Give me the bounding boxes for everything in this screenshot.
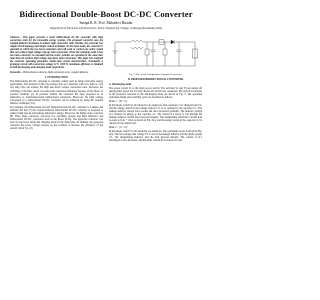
mode-1-heading: Mode 1 : [t0 ~ t1] (109, 99, 128, 103)
discharging-mode-heading: A. Discharging mode (109, 82, 132, 86)
switch-s3 (163, 49, 167, 55)
introduction-paragraph-1: The bidirectional DC-DC converter is currently widely used in many renewable energy applications. The batteries in the low-voltage side are connected with very high or very low duty ratio can achieve the high step-down voltage conversion ratio. However, the switching or the filter circuit can reduce the conversion efficiency because of the effects of parasitic elements [2]. In previous studies, the converter has been proposed as an alternative to transformer-based bidirectional converters. Moreover, the high voltage conversion of a bidirectional DC-DC converter can be achieved by using the coupled inductor technique [3-6]. (10, 80, 103, 105)
mode-2-heading: Mode 2 : [t1 ~ t2] (109, 126, 128, 130)
introduction-heading: I. INTRODUCTION (45, 75, 68, 79)
keywords-text: Bidirectional converter, high conversion ratio, coupled inductor. (23, 70, 89, 74)
right-column (109, 36, 202, 294)
paper-title: Bidirectional Double-Boost DC-DC Converter (19, 9, 193, 19)
section-2-heading: II. PROPOSED BIDIRECTIONAL CONVERTER (127, 78, 184, 82)
figure-caption: Fig. 1. The circuit configuration of proposed converter. (129, 73, 182, 76)
inductor-l1 (131, 41, 143, 43)
circuit-diagram (109, 36, 202, 72)
abstract-label: Abstract (10, 36, 19, 39)
keywords-label: Keywords (10, 70, 21, 74)
discharging-paragraph: The power switch S1 is the main power switch. The switches S2 and S3 are turned off during entire period but for body diodes. D2 and D3 are conducted. The typical waveforms of the proposed converter in the discharging mode are shown in Fig. 2. The operating principles during one switching cycle are described as follows. (109, 86, 202, 99)
switch-s1 (145, 49, 149, 55)
paper-affiliation: Department of Electrical and Electronics, P.D.A. Engineering College, Gulbarga (Karnataka) India (50, 27, 162, 30)
paper-authors: Sutapa R. R. Prof. Mahadevi Biradar (79, 21, 133, 25)
keywords: Keywords— Bidirectional converter, high conversion ratio, coupled inductor. (10, 70, 89, 74)
inductor-l2 (131, 47, 143, 49)
mode-2-paragraph: In this mode, switch S1 and diode D1 are turned on. The equivalent circuit is shown in Fig. 2(b). The low-voltage side voltage VL is across the leakage inductor and the diode voltage VL. The magnetizing inductor, and the iLm increase linearly. The current of iL1 discharged is also increased, and the diode current iD is reduced to zero. (109, 129, 202, 142)
abstract: Abstract— This paper presents a novel bidirectional DC-DC converter with high conversion ratio for the renewable energy systems. The proposed converter uses the coupled inductor technique to achieve high conversion ratio. Besides, the converter has simple circuit topology and simple control technique. In the boost mode, the converter is operated in which the two boost converters and will work to control one active switch that can achieve high voltage step-up ratio conversion. When the charging mode it has two buck converters in cascaded and the active switches are operated at the same duty ratio that can achieve high voltage step-down ratio conversion. This paper has analyzed the converter operating principles, steady-state circuit characteristics. Eventually, a prototype circuit with conversion voltage 12 V, 1000 W, maximum efficiency is obtained at both discharging and charging mode respectively. (10, 36, 103, 70)
abstract-text: This paper presents a novel bidirectional DC-DC converter with high conversion ratio for the renewable energy systems. The proposed converter uses the coupled inductor technique to achieve high conversion ratio. Besides, the converter has simple circuit topology and simple control technique. In the boost mode, the converter is operated in which the two boost converters and will work to control one active switch that can achieve high voltage step-up ratio conversion. When the charging mode it has two buck converters in cascaded and the active switches are operated at the same duty ratio that can achieve high voltage step-down ratio conversion. This paper has analyzed the converter operating principles, steady-state circuit characteristics. Eventually, a prototype circuit with conversion voltage 12 V, 1000 W, maximum efficiency is obtained at both discharging and charging mode respectively. (10, 36, 103, 70)
circuit-figure (109, 36, 202, 72)
mode-1-paragraph: In this mode, switch S1 and diode D1 are turned on. The capacitor C1 is charged from VL, and the energy stored in the leakage inductor of L1 is released to the capacitor C1. The leakage inductor current iLk1 reaches the iLk1 decreased gradually. The inductor voltage vL1 releases its energy to the capacitor C1. The current iL2 flows to Cm through the leakage inductor current iLk2 increases linearly. The magnetizing inductance current iLm is equal to iLk1 + iLk2 as shown in Fig. 2(a), and the energy stored in the capacitor C2 is released to the output load. (109, 103, 202, 125)
left-column (10, 36, 103, 294)
diode-d1 (171, 40, 174, 44)
introduction-paragraph-2: For example, the bidirectional forward flyback/forward DC-DC converter is a simple and efficient and that [7] the coupled-inductor bidirectional DC-DC converter is proposed to achieve high step-up and leakage inductance energy. Moreover, the higher-order converter [8]. Thus, these converters can have low switching stresses and high efficiency and bidirectional DC-DC converters such as the Boost [9-10]. The proposed converter was used for the boost mode and charging mode in the same time. In addition, the proposed converter has lower voltage stresses on the switches to increase the efficiency of the overall circuit [11-12]. (10, 105, 103, 131)
